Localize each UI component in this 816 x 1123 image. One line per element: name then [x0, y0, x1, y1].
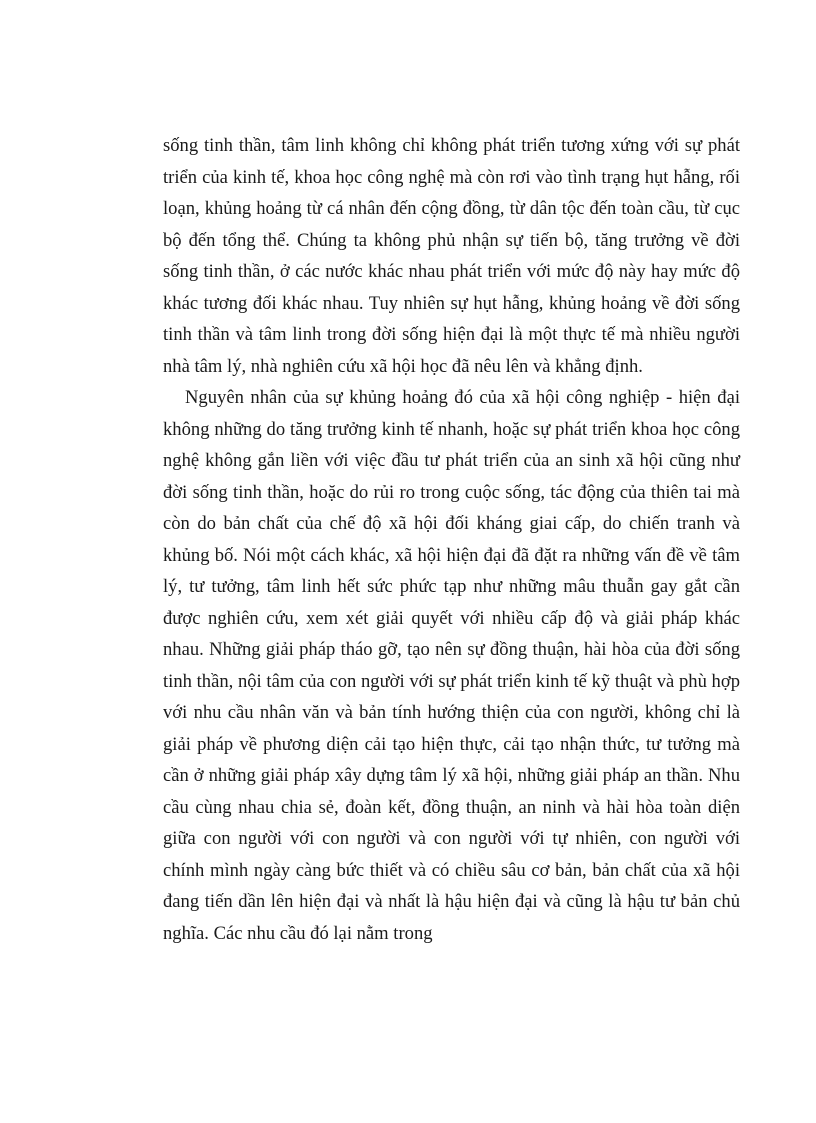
paragraph-1: sống tinh thần, tâm linh không chỉ không phát triển tương xứng với sự phát triển của kinh tế, khoa học công nghệ mà còn rơi vào tình trạng hụt hẫng, rối loạn, khủng hoảng từ cá nhân đến cộng đồng, từ dân tộc đến toàn cầu, từ cục bộ đến tổng thể. Chúng ta không phủ nhận sự tiến bộ, tăng trưởng về đời sống tinh thần, ở các nước khác nhau phát triển với mức độ này hay mức độ khác tương đối khác nhau. Tuy nhiên sự hụt hẫng, khủng hoảng về đời sống tinh thần và tâm linh trong đời sống hiện đại là một thực tế mà nhiều người nhà tâm lý, nhà nghiên cứu xã hội học đã nêu lên và khẳng định.	[163, 135, 740, 377]
paragraph-2: Nguyên nhân của sự khủng hoảng đó của xã hội công nghiệp - hiện đại không những do tăng trưởng kinh tế nhanh, hoặc sự phát triển khoa học công nghệ không gắn liền với việc đầu tư phát triển của an sinh xã hội cũng như đời sống tinh thần, hoặc do rủi ro trong cuộc sống, tác động của thiên tai mà còn do bản chất của chế độ xã hội đối kháng giai cấp, do chiến tranh và khủng bố. Nói một cách khác, xã hội hiện đại đã đặt ra những vấn đề về tâm lý, tư tưởng, tâm linh hết sức phức tạp như những mâu thuẫn gay gắt cần được nghiên cứu, xem xét giải quyết với nhiều cấp độ và giải pháp khác nhau. Những giải pháp tháo gỡ, tạo nên sự đồng thuận, hài hòa của đời sống tinh thần, nội tâm của con người với sự phát triển kinh tế kỹ thuật và phù hợp với nhu cầu nhân văn và bản tính hướng thiện của con người, không chỉ là giải pháp về phương diện cải tạo hiện thực, cải tạo nhận thức, tư tưởng mà cần ở những giải pháp xây dựng tâm lý xã hội, những giải pháp an thần. Nhu cầu cùng nhau chia sẻ, đoàn kết, đồng thuận, an ninh và hài hòa toàn diện giữa con người với con người và con người với tự nhiên, con người với chính mình ngày càng bức thiết và có chiều sâu cơ bản, bản chất của xã hội đang tiến dần lên hiện đại và nhất là hậu hiện đại và cũng là hậu tư bản chủ nghĩa. Các nhu cầu đó lại nằm trong	[163, 387, 740, 944]
body-text	[163, 130, 740, 949]
